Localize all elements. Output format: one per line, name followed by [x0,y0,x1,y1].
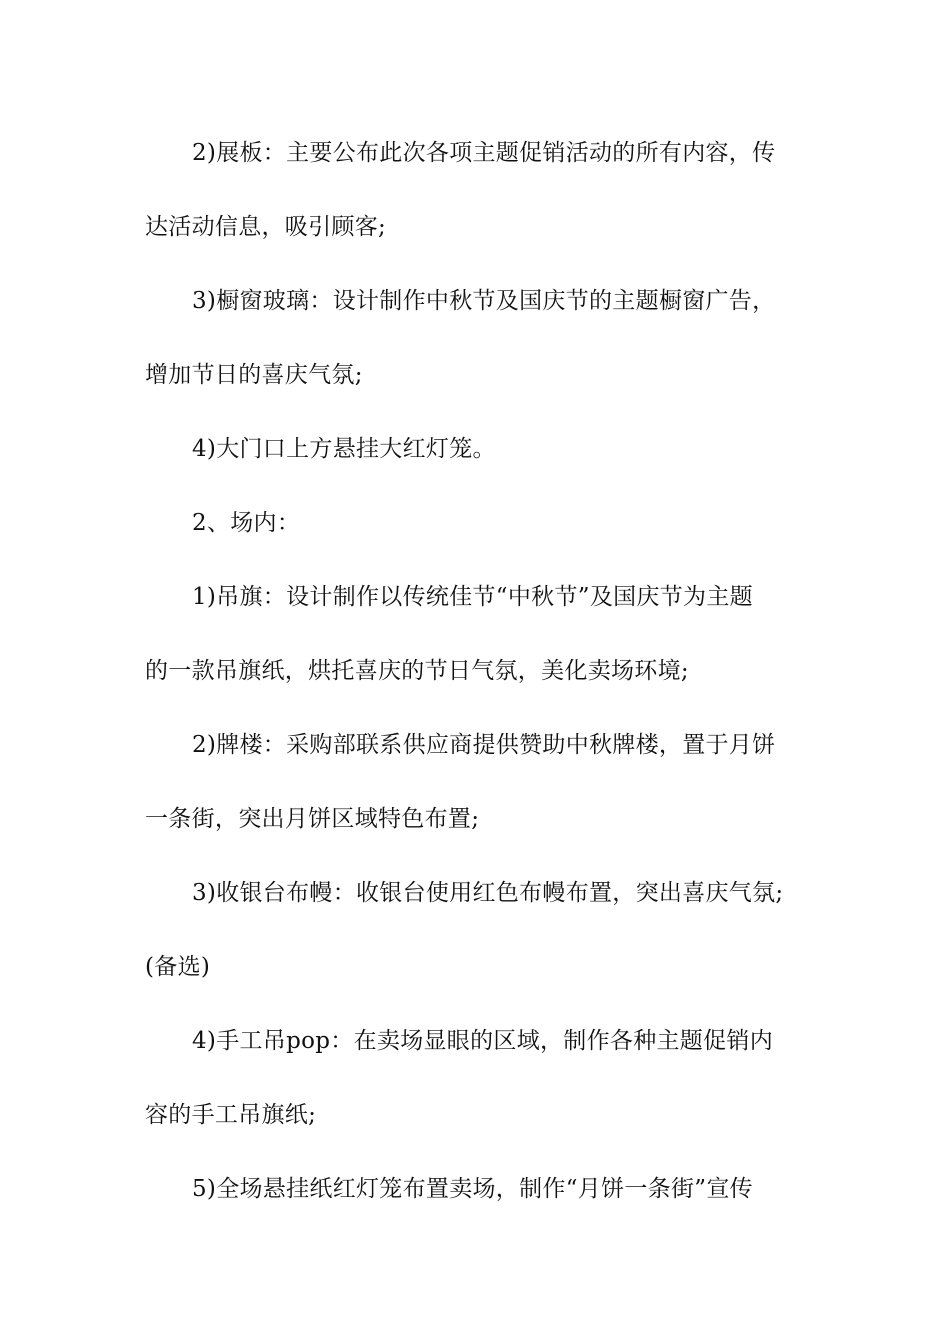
paragraph-cashier-drape-line-2: (备选) [145,954,211,980]
paragraph-window-glass-line-1: 3)橱窗玻璃：设计制作中秋节及国庆节的主题橱窗广告， [192,288,776,314]
paragraph-display-board-line-2: 达活动信息，吸引顾客; [145,214,387,240]
paragraph-cashier-drape-line-1: 3)收银台布幔：收银台使用红色布幔布置，突出喜庆气氛; [192,880,784,906]
paragraph-lanterns: 4)大门口上方悬挂大红灯笼。 [192,436,496,462]
section-heading-indoor: 2、场内： [192,510,301,536]
paragraph-archway-line-2: 一条街，突出月饼区域特色布置; [145,806,480,832]
paragraph-hanging-flags-line-1: 1)吊旗：设计制作以传统佳节“中秋节”及国庆节为主题 [192,584,753,610]
paragraph-window-glass-line-2: 增加节日的喜庆气氛; [145,362,363,388]
paragraph-handmade-pop-line-2: 容的手工吊旗纸; [145,1102,317,1128]
paragraph-handmade-pop-line-1: 4)手工吊pop：在卖场显眼的区域，制作各种主题促销内 [192,1028,773,1054]
paragraph-paper-lanterns-line-1: 5)全场悬挂纸红灯笼布置卖场，制作“月饼一条街”宣传 [192,1176,753,1202]
paragraph-hanging-flags-line-2: 的一款吊旗纸，烘托喜庆的节日气氛，美化卖场环境; [145,658,689,684]
paragraph-display-board-line-1: 2)展板：主要公布此次各项主题促销活动的所有内容，传 [192,140,776,166]
paragraph-archway-line-1: 2)牌楼：采购部联系供应商提供赞助中秋牌楼，置于月饼 [192,732,776,758]
